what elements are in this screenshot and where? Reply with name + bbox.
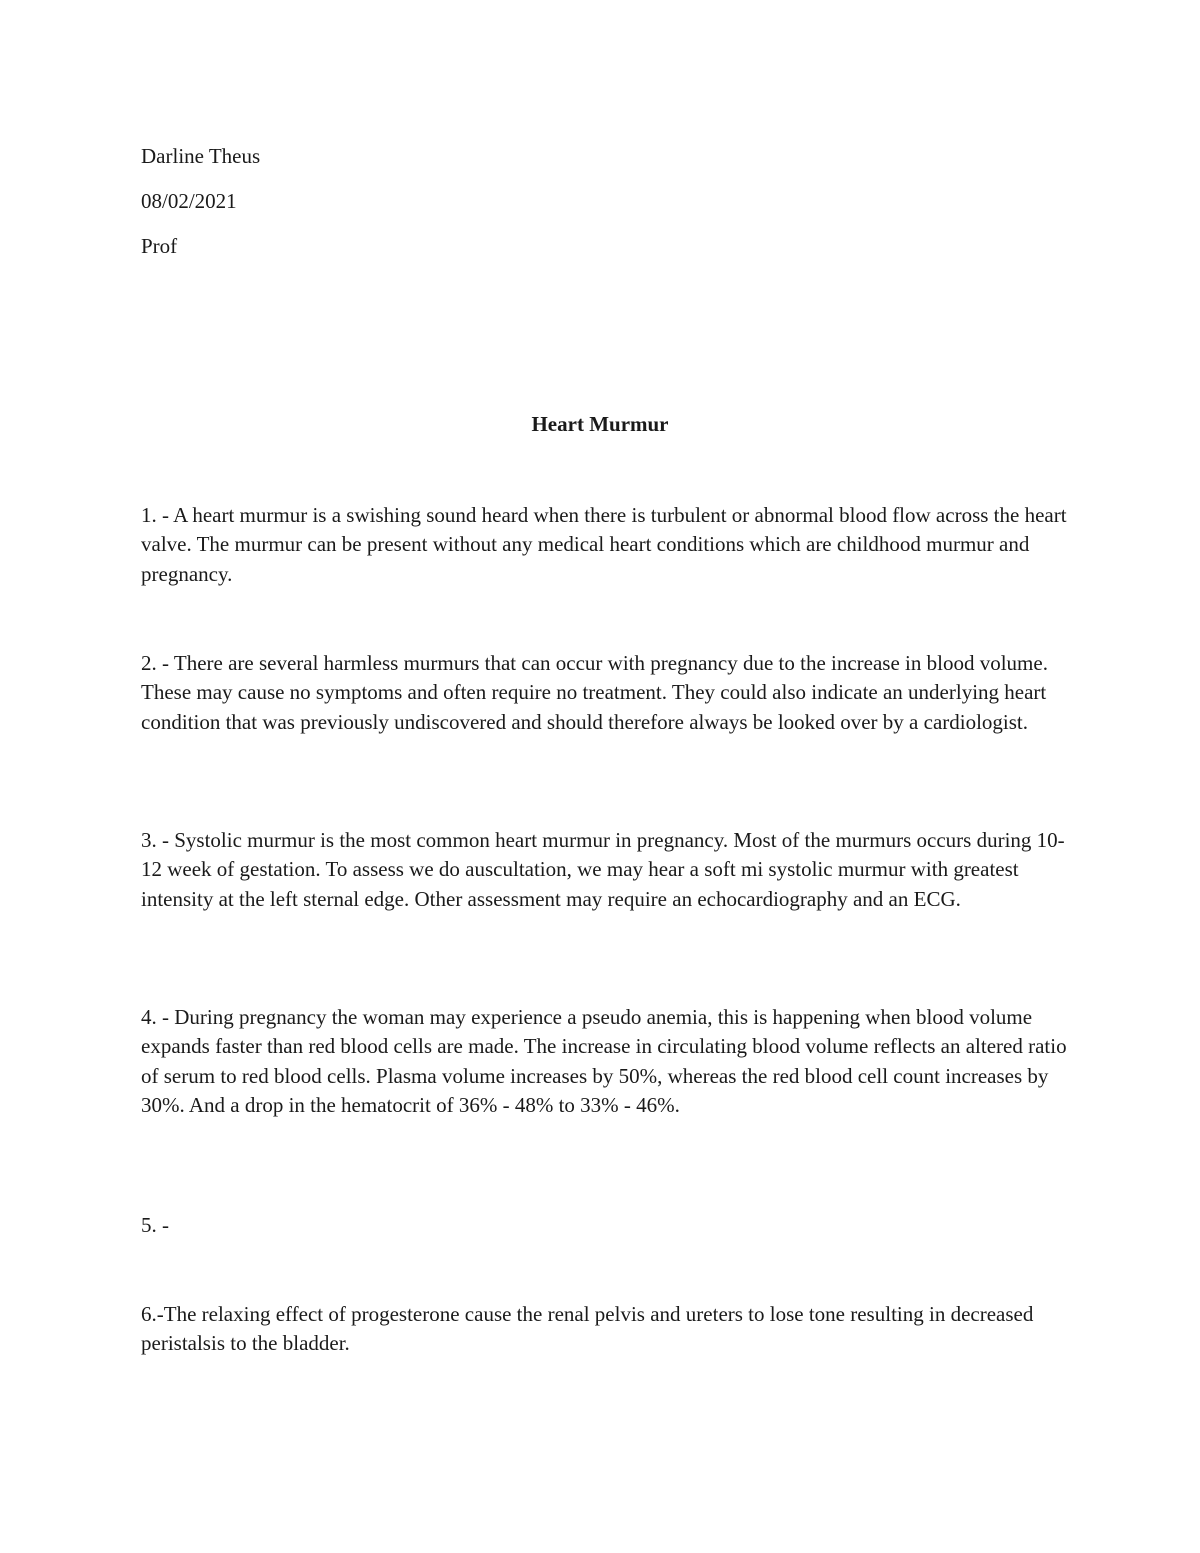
document-date: 08/02/2021 (141, 189, 237, 213)
paragraph-3: 3. - Systolic murmur is the most common heart murmur in pregnancy. Most of the murmurs occurs during 10-12 week of gestation. To assess we do auscultation, we may hear a soft mi systolic murmur with greatest intensity at the left sternal edge. Other assessment may require an echocardiography and an ECG. (141, 828, 1065, 911)
paragraph-6: 6.-The relaxing effect of progesterone cause the renal pelvis and ureters to lose tone resulting in decreased peristalsis to the bladder. (141, 1302, 1034, 1356)
paragraph-2: 2. - There are several harmless murmurs that can occur with pregnancy due to the increase in blood volume. These may cause no symptoms and often require no treatment. They could also indicate an underlying heart condition that was previously undiscovered and should therefore always be looked over by a cardiologist. (141, 651, 1048, 734)
paragraph-5: 5. - (141, 1213, 169, 1237)
author-name: Darline Theus (141, 144, 261, 168)
paragraph-4: 4. - During pregnancy the woman may experience a pseudo anemia, this is happening when blood volume expands faster than red blood cells are made. The increase in circulating blood volume reflects an altered ratio of serum to red blood cells. Plasma volume increases by 50%, whereas the red blood cell count increases by 30%. And a drop in the hematocrit of 36% - 48% to 33% - 46%. (141, 1005, 1067, 1118)
professor-line: Prof (141, 234, 178, 258)
document-title: Heart Murmur (531, 412, 669, 436)
paragraph-1: 1. - A heart murmur is a swishing sound heard when there is turbulent or abnormal blood flow across the heart valve. The murmur can be present without any medical heart conditions which are childhood murmur and pregnancy. (141, 503, 1067, 586)
